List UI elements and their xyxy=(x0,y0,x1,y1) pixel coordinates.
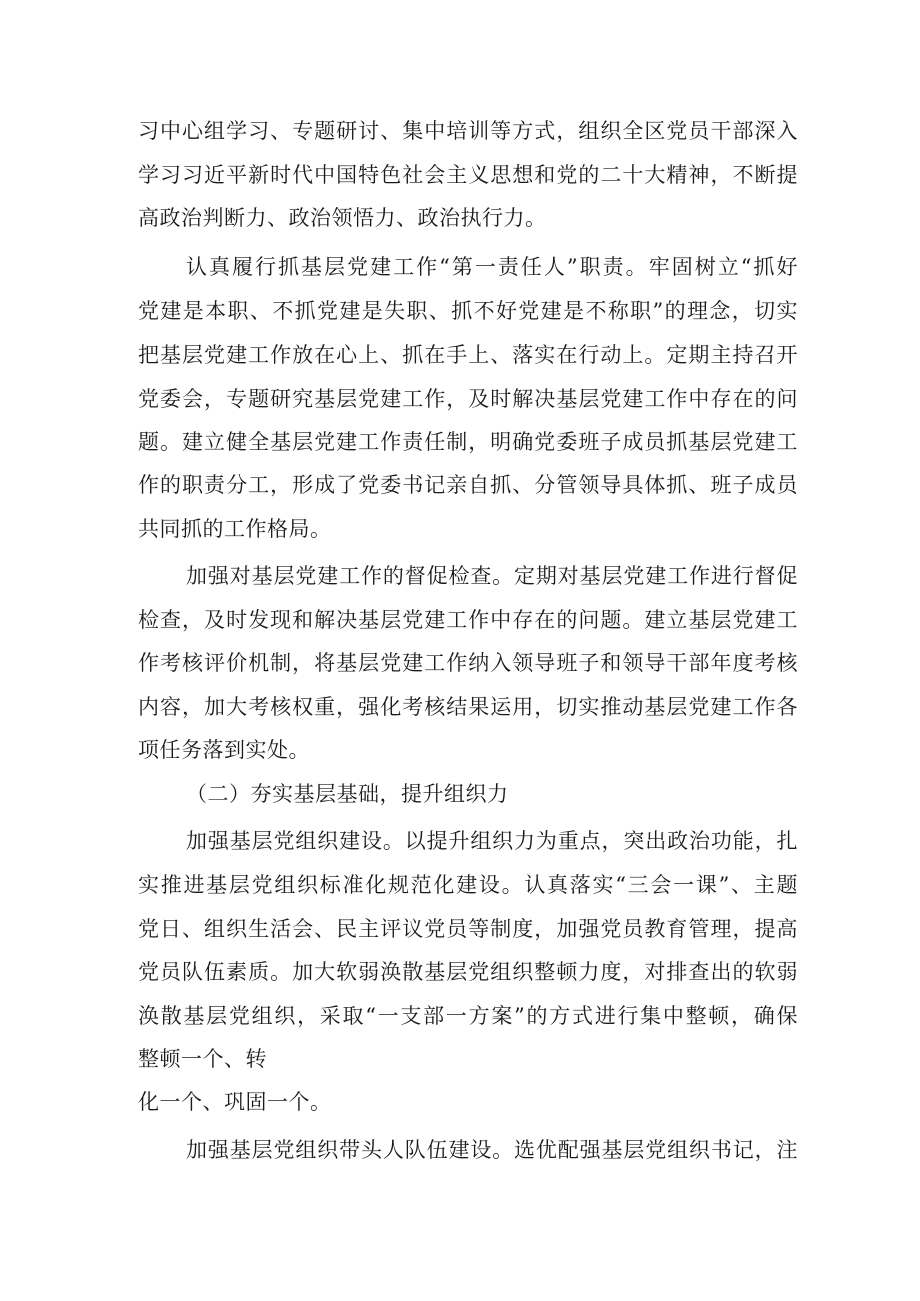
text-line: 整顿一个、转 xyxy=(138,1047,267,1071)
paragraph-first-line: 加强对基层党建工作的督促检查。定期对基层党建工作进行督促 xyxy=(186,564,798,588)
paragraph-first-line: 加强基层党组织建设。以提升组织力为重点，突出政治功能，扎 xyxy=(186,829,798,853)
text-line: 党建是本职、不抓党建是失职、抓不好党建是不称职”的理念，切实 xyxy=(138,299,798,323)
paragraph-first-line: 认真履行抓基层党建工作“第一责任人”职责。牢固树立“抓好 xyxy=(186,255,798,279)
text-line: 高政治判断力、政治领悟力、政治执行力。 xyxy=(138,206,547,230)
text-line: 作的职责分工，形成了党委书记亲自抓、分管领导具体抓、班子成员 xyxy=(138,473,798,497)
text-line: 党员队伍素质。加大软弱涣散基层党组织整顿力度，对排查出的软弱 xyxy=(138,960,798,984)
text-line: 内容，加大考核权重，强化考核结果运用，切实推动基层党建工作各 xyxy=(138,695,798,719)
text-line: 涣散基层党组织，采取“一支部一方案”的方式进行集中整顿，确保 xyxy=(138,1004,798,1028)
text-line: 项任务落到实处。 xyxy=(138,738,310,762)
text-line: 共同抓的工作格局。 xyxy=(138,517,332,541)
text-line: 检查，及时发现和解决基层党建工作中存在的问题。建立基层党建工 xyxy=(138,608,798,632)
text-line: 党委会，专题研究基层党建工作，及时解决基层党建工作中存在的问 xyxy=(138,387,798,411)
paragraph-first-line: 加强基层党组织带头人队伍建设。选优配强基层党组织书记，注 xyxy=(186,1138,798,1162)
text-line: 习中心组学习、专题研讨、集中培训等方式，组织全区党员干部深入 xyxy=(138,119,798,143)
text-line: 学习习近平新时代中国特色社会主义思想和党的二十大精神，不断提 xyxy=(138,163,798,187)
text-line: 化一个、巩固一个。 xyxy=(138,1090,332,1114)
text-line: 党日、组织生活会、民主评议党员等制度，加强党员教育管理，提高 xyxy=(138,917,798,941)
text-line: 实推进基层党组织标准化规范化建设。认真落实“三会一课”、主题 xyxy=(138,873,798,897)
section-heading: （二）夯实基层基础，提升组织力 xyxy=(186,782,509,806)
text-line: 把基层党建工作放在心上、抓在手上、落实在行动上。定期主持召开 xyxy=(138,343,798,367)
text-line: 题。建立健全基层党建工作责任制，明确党委班子成员抓基层党建工 xyxy=(138,430,798,454)
text-line: 作考核评价机制，将基层党建工作纳入领导班子和领导干部年度考核 xyxy=(138,651,798,675)
